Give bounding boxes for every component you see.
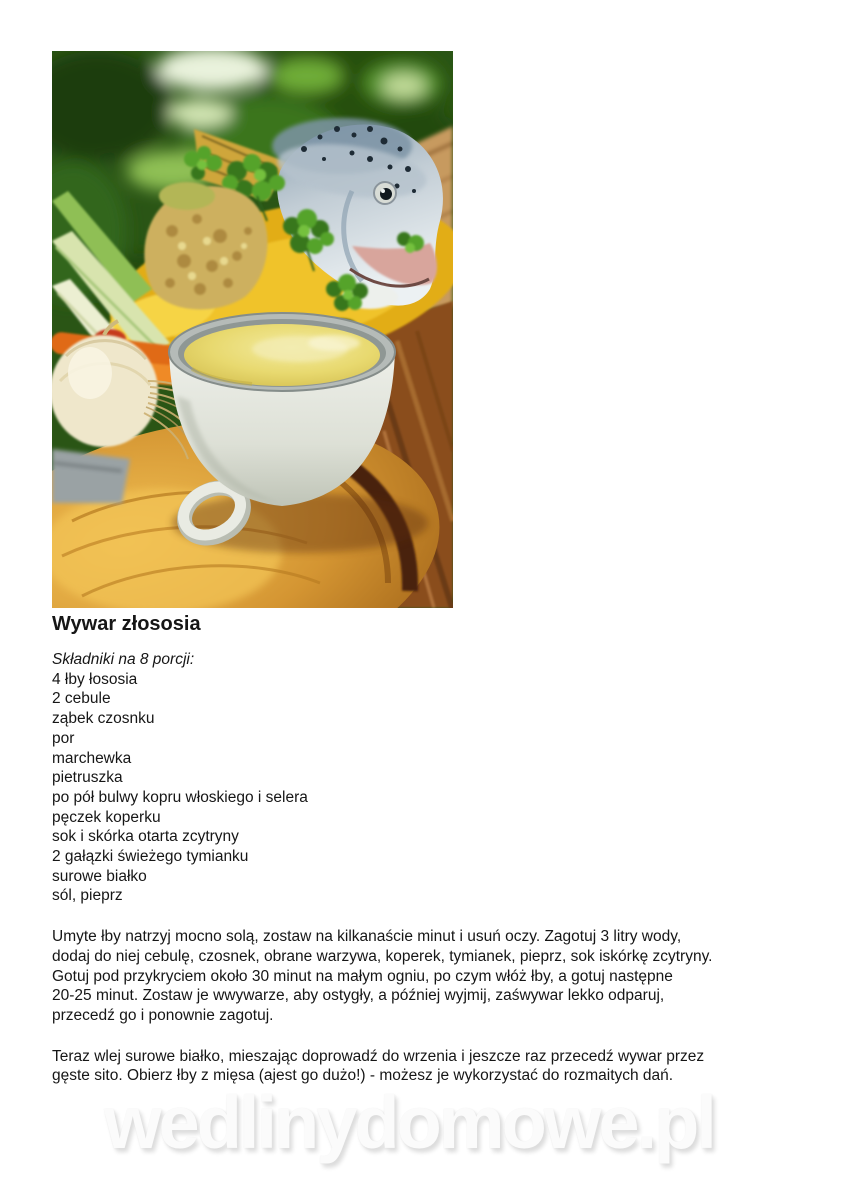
ingredient-item: sok i skórka otarta zcytryny	[52, 828, 239, 846]
instruction-line: 20-25 minut. Zostaw je wwywarze, aby ostygły, a później wyjmij, zaśwywar lekko odparuj,	[52, 987, 665, 1005]
ingredient-item: po pół bulwy kopru włoskiego i selera	[52, 788, 308, 806]
instruction-line: Umyte łby natrzyj mocno solą, zostaw na kilkanaście minut i usuń oczy. Zagotuj 3 litry wody,	[52, 928, 682, 946]
ingredient-item: pęczek koperku	[52, 808, 161, 826]
servings-heading: Składniki na 8 porcji:	[52, 651, 195, 668]
ingredient-item: 2 cebule	[52, 690, 111, 708]
instruction-line: Teraz wlej surowe białko, mieszając doprowadź do wrzenia i jeszcze raz przecedź wywar przez	[52, 1047, 705, 1065]
salmon-eye	[373, 181, 397, 205]
ingredient-item: por	[52, 729, 75, 747]
instruction-line: przecedź go i ponownie zagotuj.	[52, 1006, 274, 1024]
recipe-photo	[52, 51, 453, 608]
ingredient-item: 2 gałązki świeżego tymianku	[52, 848, 249, 866]
ingredient-item: sól, pieprz	[52, 887, 123, 905]
instructions-paragraph-1	[52, 927, 713, 1026]
site-watermark: wedlinydomowe.pl	[104, 1081, 714, 1164]
instruction-line: Gotuj pod przykryciem około 30 minut na małym ogniu, po czym włóż łby, a gotuj następne	[52, 967, 673, 985]
instruction-line: gęste sito. Obierz łby z mięsa (ajest go dużo!) - możesz je wykorzystać do rozmaitych dań.	[52, 1067, 674, 1085]
recipe-content	[52, 612, 713, 1086]
recipe-photo-illustration	[52, 51, 453, 608]
ingredient-item: ząbek czosnku	[52, 710, 155, 728]
instruction-line: dodaj do niej cebulę, czosnek, obrane warzywa, koperek, tymianek, pieprz, sok iskórkę zcytryny.	[52, 947, 713, 965]
ingredient-item: marchewka	[52, 749, 132, 767]
celery-root	[144, 182, 267, 309]
ingredients-list	[52, 670, 713, 906]
ingredient-item: surowe białko	[52, 867, 147, 885]
ingredient-item: 4 łby łososia	[52, 670, 138, 688]
recipe-title: Wywar złososia	[52, 613, 201, 635]
ingredient-item: pietruszka	[52, 769, 123, 787]
